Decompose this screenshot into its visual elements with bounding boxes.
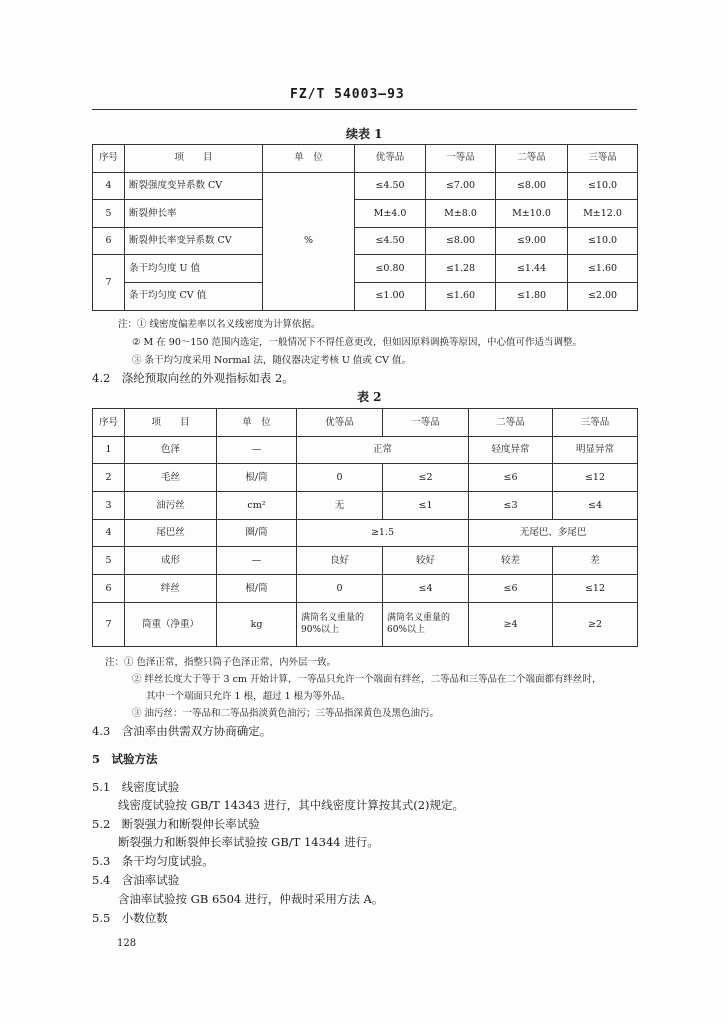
row-no: 5 [93,200,125,228]
cell: ≤1.60 [426,282,496,310]
page-number: 128 [117,938,137,949]
cell: M±8.0 [426,200,496,228]
table2-note-1: 注：① 色泽正常，指整只筒子色泽正常，内外层一致。 [105,657,337,668]
cell: ≤4.50 [355,172,426,200]
cell: 正常 [297,437,469,464]
cell: 满筒名义重量的 90%以上 [297,603,383,647]
cell: ≤1.80 [496,282,568,310]
cell: ≤8.00 [496,172,568,200]
row-unit: — [217,437,297,464]
section-5-title: 5 试验方法 [92,752,158,766]
table1-note-3: ③ 条干均匀度采用 Normal 法，随仪器决定考核 U 值或 CV 值。 [132,355,412,366]
table-row [93,437,638,464]
row-item: 绊丝 [125,575,217,603]
cell: M±10.0 [496,200,568,228]
cell: ≤6 [469,464,553,492]
col-unit: 单 位 [263,145,355,173]
table2 [92,408,638,647]
cell: ≥1.5 [297,520,469,547]
col-grade-2: 二等品 [496,145,568,173]
table-row [93,227,638,255]
row-no: 3 [93,492,125,520]
col-item: 项 目 [125,145,263,173]
unit-cell: % [263,172,355,310]
row-unit: 根/筒 [217,464,297,492]
cell: 较差 [469,547,553,575]
cell: 无 [297,492,383,520]
cell: ≤4.50 [355,227,426,255]
section-5-1-text: 线密度试验按 GB/T 14343 进行，其中线密度计算按其式(2)规定。 [118,798,465,812]
cell: 0 [297,575,383,603]
table1-note-1: 注：① 线密度偏差率以名义线密度为计算依据。 [118,319,321,330]
table2-note-2-cont: 其中一个端面只允许 1 根，超过 1 根为等外品。 [146,691,351,702]
cell: ≤8.00 [426,227,496,255]
section-5-2: 5.2 断裂强力和断裂伸长率试验 [92,817,260,831]
table-header-row [93,409,638,437]
row-item: 尾巴丝 [125,520,217,547]
cell: ≤6 [469,575,553,603]
table-row [93,200,638,228]
cell: ≤2 [383,464,469,492]
row-item: 断裂伸长率 [125,200,263,228]
table-header-row [93,145,638,173]
cell: ≤1.44 [496,255,568,283]
row-item: 毛丝 [125,464,217,492]
row-unit: cm² [217,492,297,520]
table2-note-3: ③ 油污丝：一等品和二等品指淡黄色油污；三等品指深黄色及黑色油污。 [132,708,440,719]
table-row [93,172,638,200]
table1-caption: 续表 1 [346,127,383,141]
col-grade-2: 二等品 [469,409,553,437]
cell: 满筒名义重量的 60%以上 [383,603,469,647]
row-no: 4 [93,520,125,547]
cell: 无尾巴、多尾巴 [469,520,638,547]
col-grade-1: 一等品 [383,409,469,437]
cell: ≥4 [469,603,553,647]
section-5-4: 5.4 含油率试验 [92,873,180,887]
col-grade-premium: 优等品 [297,409,383,437]
col-item: 项 目 [125,409,217,437]
cell: 良好 [297,547,383,575]
section-4-3: 4.3 含油率由供需双方协商确定。 [92,724,272,738]
row-item: 条干均匀度 CV 值 [125,282,263,310]
col-grade-3: 三等品 [568,145,638,173]
col-no: 序号 [93,409,125,437]
cell: ≤10.0 [568,172,638,200]
table-row [93,575,638,603]
cell: ≤1.60 [568,255,638,283]
row-unit: kg [217,603,297,647]
cell: 差 [553,547,638,575]
section-5-4-text: 含油率试验按 GB 6504 进行，仲裁时采用方法 A。 [118,892,384,906]
cell: 明显异常 [553,437,638,464]
row-no: 2 [93,464,125,492]
section-5-3: 5.3 条干均匀度试验。 [92,854,214,868]
row-item: 断裂伸长率变异系数 CV [125,227,263,255]
row-no: 6 [93,575,125,603]
cell: 轻度异常 [469,437,553,464]
cell: ≤1.28 [426,255,496,283]
cell: ≤12 [553,575,638,603]
cell: ≤1 [383,492,469,520]
row-no: 7 [93,255,125,310]
section-5-1: 5.1 线密度试验 [92,780,180,794]
row-item: 断裂强度变异系数 CV [125,172,263,200]
cell: ≤9.00 [496,227,568,255]
row-unit: 根/筒 [217,575,297,603]
col-grade-premium: 优等品 [355,145,426,173]
row-no: 6 [93,227,125,255]
cell: ≤3 [469,492,553,520]
cell: M±12.0 [568,200,638,228]
row-no: 1 [93,437,125,464]
cell: ≤10.0 [568,227,638,255]
table1 [92,144,638,311]
table-row [93,464,638,492]
section-5-5: 5.5 小数位数 [92,911,168,925]
row-no: 7 [93,603,125,647]
table-row [93,520,638,547]
table-row [93,282,638,310]
col-grade-3: 三等品 [553,409,638,437]
row-no: 5 [93,547,125,575]
cell: ≤4 [383,575,469,603]
col-grade-1: 一等品 [426,145,496,173]
table-row [93,547,638,575]
cell: ≤7.00 [426,172,496,200]
cell: ≥2 [553,603,638,647]
row-no: 4 [93,172,125,200]
section-4-2: 4.2 涤纶预取向丝的外观指标如表 2。 [92,371,294,385]
cell: M±4.0 [355,200,426,228]
table2-caption: 表 2 [357,390,382,404]
cell: 较好 [383,547,469,575]
row-unit: — [217,547,297,575]
col-no: 序号 [93,145,125,173]
row-item: 油污丝 [125,492,217,520]
cell: ≤12 [553,464,638,492]
cell: ≤1.00 [355,282,426,310]
cell: ≤4 [553,492,638,520]
table-row [93,603,638,647]
section-5-2-text: 断裂强力和断裂伸长率试验按 GB/T 14344 进行。 [118,835,379,849]
header-rule [92,109,637,110]
cell: ≤0.80 [355,255,426,283]
row-item: 色泽 [125,437,217,464]
row-item: 筒重（净重） [125,603,217,647]
table-row [93,255,638,283]
col-unit: 单 位 [217,409,297,437]
cell: 0 [297,464,383,492]
table-row [93,492,638,520]
cell: ≤2.00 [568,282,638,310]
row-item: 成形 [125,547,217,575]
table2-note-2: ② 绊丝长度大于等于 3 cm 开始计算，一等品只允许一个端面有绊丝，二等品和三等品在二个端面都有绊丝时， [132,674,602,685]
row-unit: 圈/筒 [217,520,297,547]
row-item: 条干均匀度 U 值 [125,255,263,283]
page-header: FZ/T 54003—93 [290,87,405,102]
table1-note-2: ② M 在 90～150 范围内选定，一般情况下不得任意更改，但如因原料调换等原因，中心值可作适当调整。 [132,337,583,348]
